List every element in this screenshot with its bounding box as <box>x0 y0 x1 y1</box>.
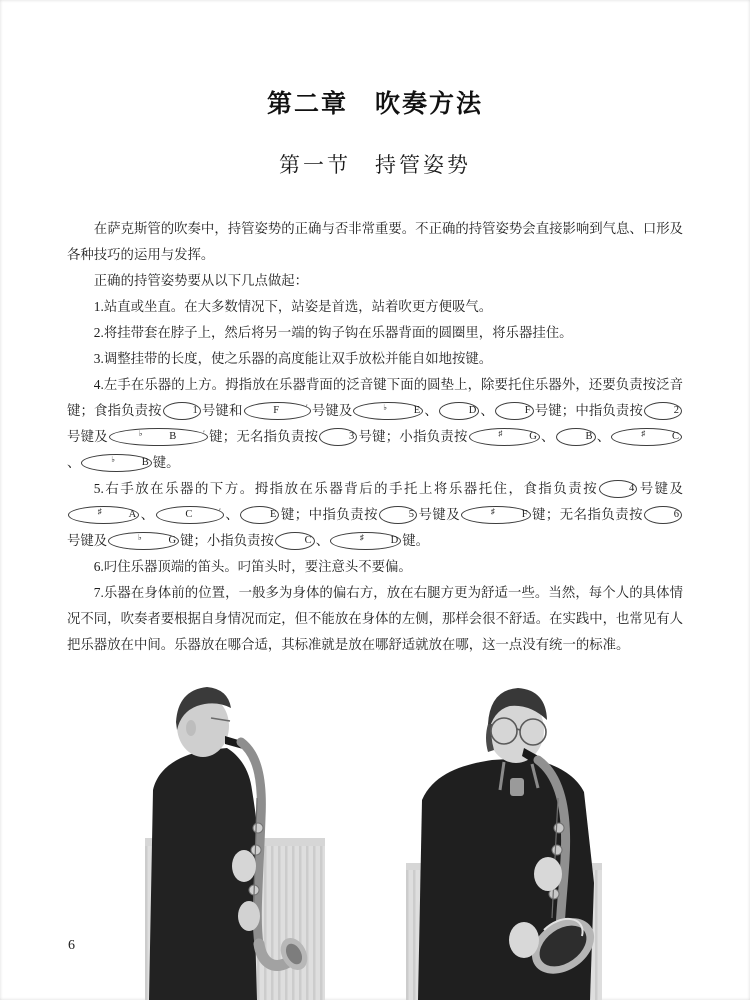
text-run: 、 <box>224 507 240 522</box>
text-run: 在萨克斯管的吹奏中，持管姿势的正确与否非常重要。不正确的持管姿势会直接影响到气息、口形及各种技巧的运用与发挥。 <box>67 221 683 262</box>
text-run: 、 <box>424 403 438 418</box>
paragraph <box>67 320 683 346</box>
photo-row <box>145 678 750 1000</box>
chapter-title: 第二章 吹奏方法 <box>266 89 483 118</box>
text-run: 5.右手放在乐器的下方。拇指放在乐器背后的手托上将乐器托住，食指负责按 <box>93 481 599 496</box>
circled-key-label: ♯ D <box>330 532 401 550</box>
text-run: 号键及 <box>67 533 108 548</box>
circled-key-label: E <box>240 506 279 524</box>
circled-key-label: C ′ <box>156 506 224 524</box>
photo-holding-posture-front-view <box>406 678 602 1000</box>
circled-key-label: ♯ C <box>611 428 682 446</box>
circled-key-label: ♭ G <box>108 532 179 550</box>
text-run: 号键及 <box>418 507 461 522</box>
paragraph <box>67 372 683 476</box>
text-run: 、 <box>480 403 494 418</box>
text-run: 3.调整挂带的长度，使之乐器的高度能让双手放松并能自如地按键。 <box>93 351 493 366</box>
circled-key-label: 4 <box>599 480 637 498</box>
text-run: 号键及 <box>67 429 108 444</box>
body-paragraphs <box>67 216 683 658</box>
paragraph <box>67 268 683 294</box>
circled-key-label: B <box>556 428 596 446</box>
circled-key-label: ♯ G <box>469 428 540 446</box>
circled-key-label: D <box>439 402 479 420</box>
text-run: 、 <box>540 429 555 444</box>
circled-key-label: ♭ B ′ <box>109 428 208 446</box>
circled-key-label: ♭ B <box>81 454 151 472</box>
text-run: 7.乐器在身体前的位置，一般多为身体的偏右方，放在右腿方更为舒适一些。当然，每个人的具体情况不同，吹奏者要根据自身情况而定，但不能放在身体的左侧，那样会很不舒适。在实践中，也常见有人把乐器放在中间。乐器放在哪合适，其标准就是放在哪舒适就放在哪，这一点没有统一的标准。 <box>67 585 683 652</box>
text-run: 号键；小指负责按 <box>358 429 468 444</box>
text-run: 号键及 <box>311 403 353 418</box>
paragraph <box>67 216 683 268</box>
circled-key-label: F <box>495 402 534 420</box>
text-run: 、 <box>596 429 611 444</box>
paragraph <box>67 294 683 320</box>
circled-key-label: ♭ E <box>353 402 423 420</box>
text-run: 4.左手在乐器的上方。拇指放在乐器背面的泛音键下面的圆垫上，除要托住乐器外，还要负责按泛音键；食指负责按 <box>67 377 683 418</box>
text-run: 号键和 <box>201 403 243 418</box>
text-run: 、 <box>315 533 330 548</box>
circled-key-label: ♯ F <box>461 506 530 524</box>
text-run: 6.叼住乐器顶端的笛头。叼笛头时，要注意头不要偏。 <box>93 559 412 574</box>
text-run: 键。 <box>402 533 430 548</box>
text-run: 、 <box>140 507 155 522</box>
text-run: 1.站直或坐直。在大多数情况下，站姿是首选，站着吹更方便吸气。 <box>93 299 493 314</box>
circled-key-label: 3 <box>319 428 357 446</box>
text-run: 键；无名指负责按 <box>531 507 643 522</box>
text-run: 键。 <box>152 455 180 470</box>
text-run: 号键及 <box>638 481 684 496</box>
text-run: 号键；中指负责按 <box>534 403 643 418</box>
text-run: 2.将挂带套在脖子上，然后将另一端的钩子钩在乐器背面的圆圈里，将乐器挂住。 <box>93 325 573 340</box>
circled-key-label: 1 <box>163 402 201 420</box>
circled-key-label: 2 <box>644 402 682 420</box>
circled-key-label: C <box>275 532 315 550</box>
text-run: 正确的持管姿势要从以下几点做起： <box>93 273 309 288</box>
text-run: 键；无名指负责按 <box>208 429 319 444</box>
page-number: 6 <box>68 938 75 953</box>
photo-holding-posture-side-view <box>145 678 325 1000</box>
paragraph <box>67 476 683 554</box>
paragraph <box>67 346 683 372</box>
text-run: 键；中指负责按 <box>280 507 378 522</box>
circled-key-label: F ′ <box>244 402 311 420</box>
text-run: 、 <box>67 455 81 470</box>
text-run: 键；小指负责按 <box>180 533 274 548</box>
circled-key-label: ♯ A <box>68 506 139 524</box>
section-title: 第一节 持管姿势 <box>279 153 471 177</box>
circled-key-label: 5 <box>379 506 417 524</box>
paragraph <box>67 554 683 580</box>
circled-key-label: 6 <box>644 506 682 524</box>
paragraph <box>67 580 683 658</box>
